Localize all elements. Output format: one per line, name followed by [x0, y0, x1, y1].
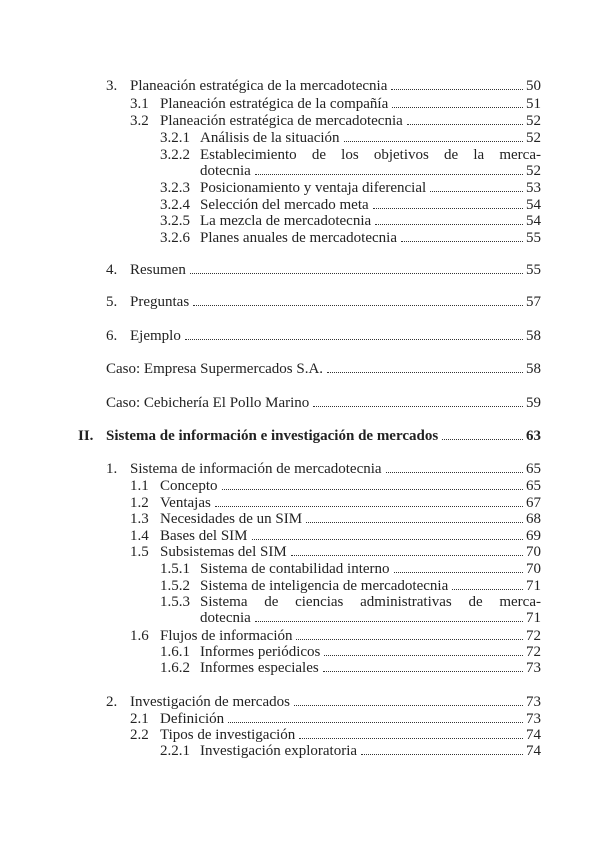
toc-entry[interactable] — [0, 261, 600, 279]
entry-title: Bases del SIM — [160, 528, 248, 544]
toc-entry[interactable] — [0, 179, 600, 197]
page-number: 68 — [526, 511, 541, 527]
entry-title: La mezcla de mercadotecnia — [200, 213, 372, 229]
page-number: 65 — [526, 478, 541, 494]
dot-leader — [228, 710, 523, 723]
dot-leader — [375, 212, 523, 225]
dot-leader — [255, 162, 523, 175]
dot-leader — [185, 327, 523, 340]
dot-leader — [394, 560, 523, 573]
toc-entry[interactable] — [0, 112, 600, 130]
entry-number: 6. — [106, 328, 118, 344]
entry-number: 1.5.2 — [160, 578, 190, 594]
page-number: 59 — [526, 395, 541, 411]
toc-entry[interactable] — [0, 477, 600, 495]
entry-title-line2: dotecnia — [200, 163, 251, 179]
entry-leader-line — [130, 460, 541, 478]
page-number: 58 — [526, 361, 541, 377]
entry-number: 2. — [106, 694, 118, 710]
dot-leader — [327, 360, 523, 373]
entry-leader-line — [160, 510, 541, 528]
toc-entry[interactable] — [0, 229, 600, 247]
dot-leader — [190, 261, 523, 274]
entry-title: Planeación estratégica de la mercadotecnia — [130, 78, 388, 94]
toc-entry[interactable] — [0, 360, 600, 378]
entry-leader-line — [200, 609, 541, 627]
dot-leader — [324, 643, 523, 656]
entry-title: Selección del mercado meta — [200, 197, 369, 213]
dot-leader — [252, 527, 524, 540]
entry-number: 1.4 — [130, 528, 149, 544]
entry-leader-line — [200, 229, 541, 247]
page-number: 71 — [526, 578, 541, 594]
page-number: 53 — [526, 180, 541, 196]
dot-leader — [291, 543, 523, 556]
entry-number: 1.5 — [130, 544, 149, 560]
toc-entry[interactable] — [0, 543, 600, 561]
page-number: 70 — [526, 544, 541, 560]
entry-leader-line — [200, 162, 541, 180]
page-number: 58 — [526, 328, 541, 344]
dot-leader — [222, 477, 524, 490]
entry-leader-line — [200, 742, 541, 760]
dot-leader — [392, 95, 523, 108]
entry-title: Resumen — [130, 262, 186, 278]
entry-title: Tipos de investigación — [160, 727, 296, 743]
entry-title: Concepto — [160, 478, 218, 494]
entry-title: Ejemplo — [130, 328, 181, 344]
entry-number: 2.2 — [130, 727, 149, 743]
page-number: 67 — [526, 495, 541, 511]
dot-leader — [442, 427, 523, 440]
entry-leader-line — [106, 394, 541, 412]
entry-title: Flujos de información — [160, 628, 293, 644]
entry-title: Análisis de la situación — [200, 130, 340, 146]
dot-leader — [430, 179, 523, 192]
page-number: 55 — [526, 262, 541, 278]
entry-title: Planes anuales de mercadotecnia — [200, 230, 397, 246]
entry-title: Subsistemas del SIM — [160, 544, 287, 560]
entry-title: Necesidades de un SIM — [160, 511, 303, 527]
toc-entry[interactable] — [0, 560, 600, 578]
entry-title: Definición — [160, 711, 225, 727]
entry-leader-line — [200, 659, 541, 677]
entry-title: Informes periódicos — [200, 644, 321, 660]
entry-number: 3.2.5 — [160, 213, 190, 229]
entry-leader-line — [130, 261, 541, 279]
toc-entry[interactable] — [0, 460, 600, 478]
entry-leader-line — [200, 212, 541, 230]
page-number: 57 — [526, 294, 541, 310]
entry-leader-line — [106, 360, 541, 378]
entry-number: 2.2.1 — [160, 743, 190, 759]
dot-leader — [299, 726, 523, 739]
entry-title: Sistema de contabilidad interno — [200, 561, 390, 577]
entry-number: 1.5.3 — [160, 594, 190, 610]
toc-entry[interactable] — [0, 212, 600, 230]
entry-title: Planeación estratégica de la compañía — [160, 96, 389, 112]
entry-title: Sistema de inteligencia de mercadotecnia — [200, 578, 449, 594]
dot-leader — [386, 460, 523, 473]
entry-title: Investigación exploratoria — [200, 743, 358, 759]
entry-number: 1.6.1 — [160, 644, 190, 660]
toc-entry[interactable] — [0, 659, 600, 677]
entry-title: Sistema de información e investigación de mercados — [106, 428, 439, 444]
toc-entry[interactable] — [0, 609, 600, 627]
toc-entry[interactable] — [0, 293, 600, 311]
toc-entry[interactable] — [0, 327, 600, 345]
page-number: 74 — [526, 743, 541, 759]
page-number: 63 — [526, 428, 541, 444]
entry-number: 1.6.2 — [160, 660, 190, 676]
entry-number: 1.2 — [130, 495, 149, 511]
dot-leader — [401, 229, 523, 242]
entry-title: Caso: Empresa Supermercados S.A. — [106, 361, 324, 377]
page-number: 73 — [526, 711, 541, 727]
entry-leader-line — [200, 560, 541, 578]
dot-leader — [452, 577, 523, 590]
toc-entry[interactable] — [0, 742, 600, 760]
entry-title-line1: Establecimiento de los objetivos de la merca- — [200, 147, 541, 163]
toc-entry[interactable] — [0, 129, 600, 147]
dot-leader — [323, 659, 523, 672]
entry-number: 3.2 — [130, 113, 149, 129]
entry-leader-line — [130, 327, 541, 345]
dot-leader — [193, 293, 523, 306]
entry-number: 5. — [106, 294, 118, 310]
dot-leader — [313, 394, 523, 407]
page-number: 71 — [526, 610, 541, 626]
entry-number: 3.1 — [130, 96, 149, 112]
toc-entry[interactable] — [0, 162, 600, 180]
entry-title-line1: Sistema de ciencias administrativas de merca- — [200, 594, 541, 610]
toc-entry[interactable] — [0, 394, 600, 412]
entry-leader-line — [130, 693, 541, 711]
page-number: 65 — [526, 461, 541, 477]
entry-leader-line — [130, 77, 541, 95]
entry-number: 1.6 — [130, 628, 149, 644]
entry-leader-line — [130, 293, 541, 311]
toc-entry[interactable] — [0, 95, 600, 113]
entry-number: 2.1 — [130, 711, 149, 727]
entry-number: 3.2.4 — [160, 197, 190, 213]
toc-entry[interactable] — [0, 427, 600, 445]
page-number: 52 — [526, 163, 541, 179]
entry-leader-line — [160, 95, 541, 113]
page-number: 74 — [526, 727, 541, 743]
entry-number: 4. — [106, 262, 118, 278]
dot-leader — [215, 494, 523, 507]
entry-number: 3.2.1 — [160, 130, 190, 146]
page-number: 51 — [526, 96, 541, 112]
toc-entry[interactable] — [0, 693, 600, 711]
page-number: 52 — [526, 130, 541, 146]
page-number: 73 — [526, 694, 541, 710]
page-number: 50 — [526, 78, 541, 94]
page-number: 69 — [526, 528, 541, 544]
entry-number: 1.3 — [130, 511, 149, 527]
entry-title: Ventajas — [160, 495, 211, 511]
page-number: 72 — [526, 628, 541, 644]
toc-entry[interactable] — [0, 510, 600, 528]
dot-leader — [296, 627, 523, 640]
entry-number: 1.5.1 — [160, 561, 190, 577]
page-number: 55 — [526, 230, 541, 246]
page-number: 73 — [526, 660, 541, 676]
dot-leader — [344, 129, 523, 142]
entry-leader-line — [160, 112, 541, 130]
dot-leader — [407, 112, 523, 125]
dot-leader — [306, 510, 523, 523]
dot-leader — [361, 742, 523, 755]
entry-title: Posicionamiento y ventaja diferencial — [200, 180, 427, 196]
dot-leader — [373, 196, 523, 209]
entry-leader-line — [200, 179, 541, 197]
page-number: 72 — [526, 644, 541, 660]
entry-leader-line — [160, 543, 541, 561]
entry-title: Preguntas — [130, 294, 190, 310]
dot-leader — [391, 77, 523, 90]
entry-number: 3.2.2 — [160, 147, 190, 163]
page-number: 54 — [526, 197, 541, 213]
page-number: 70 — [526, 561, 541, 577]
entry-title: Caso: Cebichería El Pollo Marino — [106, 395, 310, 411]
entry-title: Planeación estratégica de mercadotecnia — [160, 113, 403, 129]
entry-number: 1. — [106, 461, 118, 477]
entry-leader-line — [106, 427, 541, 445]
entry-title: Informes especiales — [200, 660, 319, 676]
entry-title: Sistema de información de mercadotecnia — [130, 461, 382, 477]
entry-number: 3. — [106, 78, 118, 94]
entry-leader-line — [160, 477, 541, 495]
dot-leader — [255, 609, 523, 622]
entry-number: 3.2.3 — [160, 180, 190, 196]
entry-leader-line — [200, 129, 541, 147]
entry-title: Investigación de mercados — [130, 694, 290, 710]
page-number: 52 — [526, 113, 541, 129]
entry-number: 3.2.6 — [160, 230, 190, 246]
entry-number: 1.1 — [130, 478, 149, 494]
page-number: 54 — [526, 213, 541, 229]
entry-number: II. — [78, 428, 94, 444]
toc-entry[interactable] — [0, 77, 600, 95]
entry-title-line2: dotecnia — [200, 610, 251, 626]
dot-leader — [294, 693, 523, 706]
